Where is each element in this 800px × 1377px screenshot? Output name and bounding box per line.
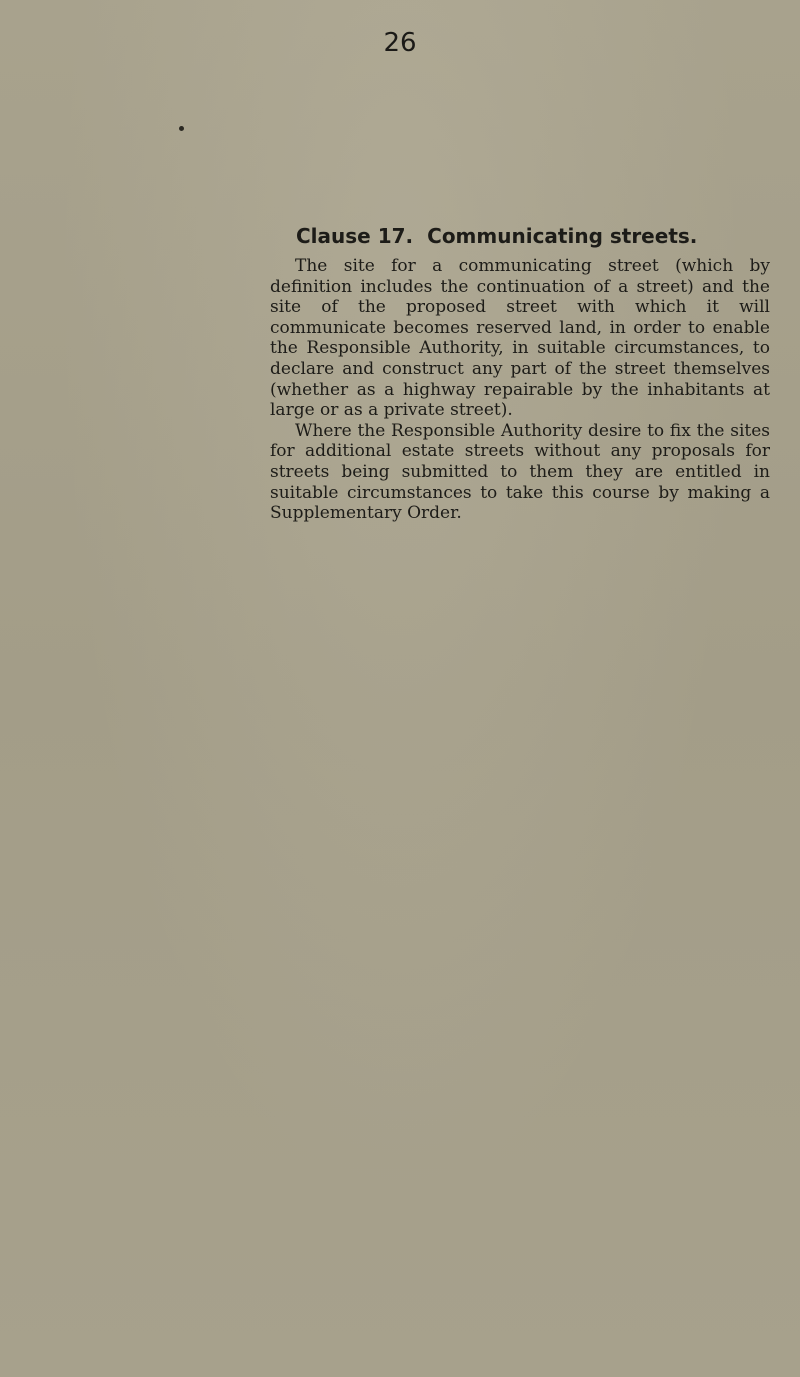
- clause-label: Clause 17.: [296, 224, 414, 248]
- page-number: 26: [383, 28, 417, 58]
- clause-heading: [296, 224, 697, 248]
- paragraph: The site for a communicating street (which by definition includes the continuation of a street) and the site of the proposed street with which it will communicate becomes reserved land, in order to enable the Responsible Authority, in suitable circumstances, to declare and construct any part of the street themselves (whether as a highway repairable by the inhabitants at large or as a private street).: [270, 256, 770, 421]
- paragraph: Where the Responsible Authority desire to fix the sites for additional estate streets without any proposals for streets being submitted to them they are entitled in suitable circumstances to take this course by making a Supplementary Order.: [270, 420, 770, 524]
- clause-body: [270, 256, 770, 524]
- ink-speck: [179, 126, 184, 131]
- clause-title: Communicating streets.: [427, 224, 698, 248]
